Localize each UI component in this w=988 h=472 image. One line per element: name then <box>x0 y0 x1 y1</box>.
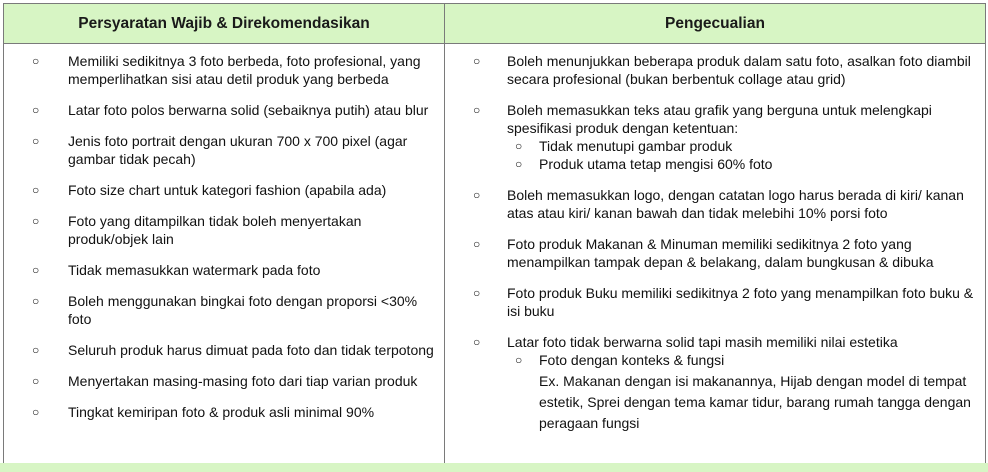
circle-bullet-icon: ○ <box>32 183 40 197</box>
circle-bullet-icon: ○ <box>473 54 481 68</box>
header-exceptions: Pengecualian <box>665 15 765 32</box>
exception-item-text: Foto produk Buku memiliki sedikitnya 2 foto yang menampilkan foto buku & isi buku <box>507 285 974 319</box>
required-list-item <box>4 101 444 119</box>
exception-list-item <box>445 52 985 88</box>
circle-bullet-icon: ○ <box>32 294 40 308</box>
required-item-text: Tingkat kemiripan foto & produk asli minimal 90% <box>68 404 375 420</box>
circle-bullet-icon: ○ <box>515 353 523 367</box>
required-item-text: Menyertakan masing-masing foto dari tiap varian produk <box>68 373 418 389</box>
required-list-item <box>4 181 444 199</box>
required-item-text: Foto yang ditampilkan tidak boleh menyertakan produk/objek lain <box>68 213 362 247</box>
circle-bullet-icon: ○ <box>32 343 40 357</box>
exception-sub-list <box>507 137 979 173</box>
required-item-text: Memiliki sedikitnya 3 foto berbeda, foto profesional, yang memperlihatkan sisi atau detil produk yang berbeda <box>68 53 421 87</box>
circle-bullet-icon: ○ <box>32 214 40 228</box>
exception-list-item <box>445 186 985 222</box>
circle-bullet-icon: ○ <box>473 103 481 117</box>
circle-bullet-icon: ○ <box>515 139 523 153</box>
exception-item-text: Boleh menunjukkan beberapa produk dalam satu foto, asalkan foto diambil secara profesional (bukan berbentuk collage atau grid) <box>507 53 971 87</box>
required-list-item <box>4 212 444 248</box>
required-list-item <box>4 403 444 421</box>
required-item-text: Boleh menggunakan bingkai foto dengan proporsi <30% foto <box>68 293 418 327</box>
exceptions-list <box>445 52 985 434</box>
required-list <box>4 52 444 421</box>
circle-bullet-icon: ○ <box>473 237 481 251</box>
exception-sub-item <box>507 137 979 155</box>
exception-list-item <box>445 235 985 271</box>
required-list-item <box>4 292 444 328</box>
circle-bullet-icon: ○ <box>32 374 40 388</box>
exception-example-note: Ex. Makanan dengan isi makanannya, Hijab dengan model di tempat estetik, Sprei dengan tema kamar tidur, barang rumah tangga dengan peragaan fungsi <box>539 373 971 431</box>
bottom-bar <box>0 463 988 472</box>
required-list-item <box>4 52 444 88</box>
circle-bullet-icon: ○ <box>515 157 523 171</box>
exception-list-item <box>445 101 985 173</box>
circle-bullet-icon: ○ <box>32 103 40 117</box>
exceptions-column <box>445 52 985 447</box>
requirements-table <box>3 3 986 472</box>
required-list-item <box>4 132 444 168</box>
required-list-item <box>4 341 444 359</box>
circle-bullet-icon: ○ <box>473 188 481 202</box>
exception-item-text: Boleh memasukkan teks atau grafik yang berguna untuk melengkapi spesifikasi produk dengan ketentuan: <box>507 102 932 136</box>
circle-bullet-icon: ○ <box>473 335 481 349</box>
exception-list-item <box>445 333 985 434</box>
circle-bullet-icon: ○ <box>32 134 40 148</box>
exception-sub-item <box>507 351 979 434</box>
required-list-item <box>4 372 444 390</box>
required-list-item <box>4 261 444 279</box>
exception-item-text: Latar foto tidak berwarna solid tapi masih memiliki nilai estetika <box>507 334 898 350</box>
required-item-text: Tidak memasukkan watermark pada foto <box>68 262 321 278</box>
required-item-text: Seluruh produk harus dimuat pada foto dan tidak terpotong <box>68 342 434 358</box>
table-header-row <box>4 4 985 44</box>
exception-sub-item <box>507 155 979 173</box>
exception-item-text: Boleh memasukkan logo, dengan catatan logo harus berada di kiri/ kanan atas atau kiri/ kanan bawah dan tidak melebihi 10% porsi foto <box>507 187 964 221</box>
circle-bullet-icon: ○ <box>32 405 40 419</box>
exception-list-item <box>445 284 985 320</box>
circle-bullet-icon: ○ <box>32 54 40 68</box>
exception-item-text: Foto produk Makanan & Minuman memiliki sedikitnya 2 foto yang menampilkan tampak depan & belakang, dalam bungkusan & dibuka <box>507 236 934 270</box>
exception-sub-item-text: Tidak menutupi gambar produk <box>539 138 733 154</box>
circle-bullet-icon: ○ <box>32 263 40 277</box>
required-column <box>4 52 444 434</box>
required-item-text: Latar foto polos berwarna solid (sebaiknya putih) atau blur <box>68 102 429 118</box>
required-item-text: Jenis foto portrait dengan ukuran 700 x 700 pixel (agar gambar tidak pecah) <box>68 133 408 167</box>
circle-bullet-icon: ○ <box>473 286 481 300</box>
exception-sub-item-text: Produk utama tetap mengisi 60% foto <box>539 156 773 172</box>
required-item-text: Foto size chart untuk kategori fashion (apabila ada) <box>68 182 387 198</box>
header-required-recommended: Persyaratan Wajib & Direkomendasikan <box>78 15 370 32</box>
exception-sub-list <box>507 351 979 434</box>
exception-sub-item-text: Foto dengan konteks & fungsi <box>539 352 725 368</box>
